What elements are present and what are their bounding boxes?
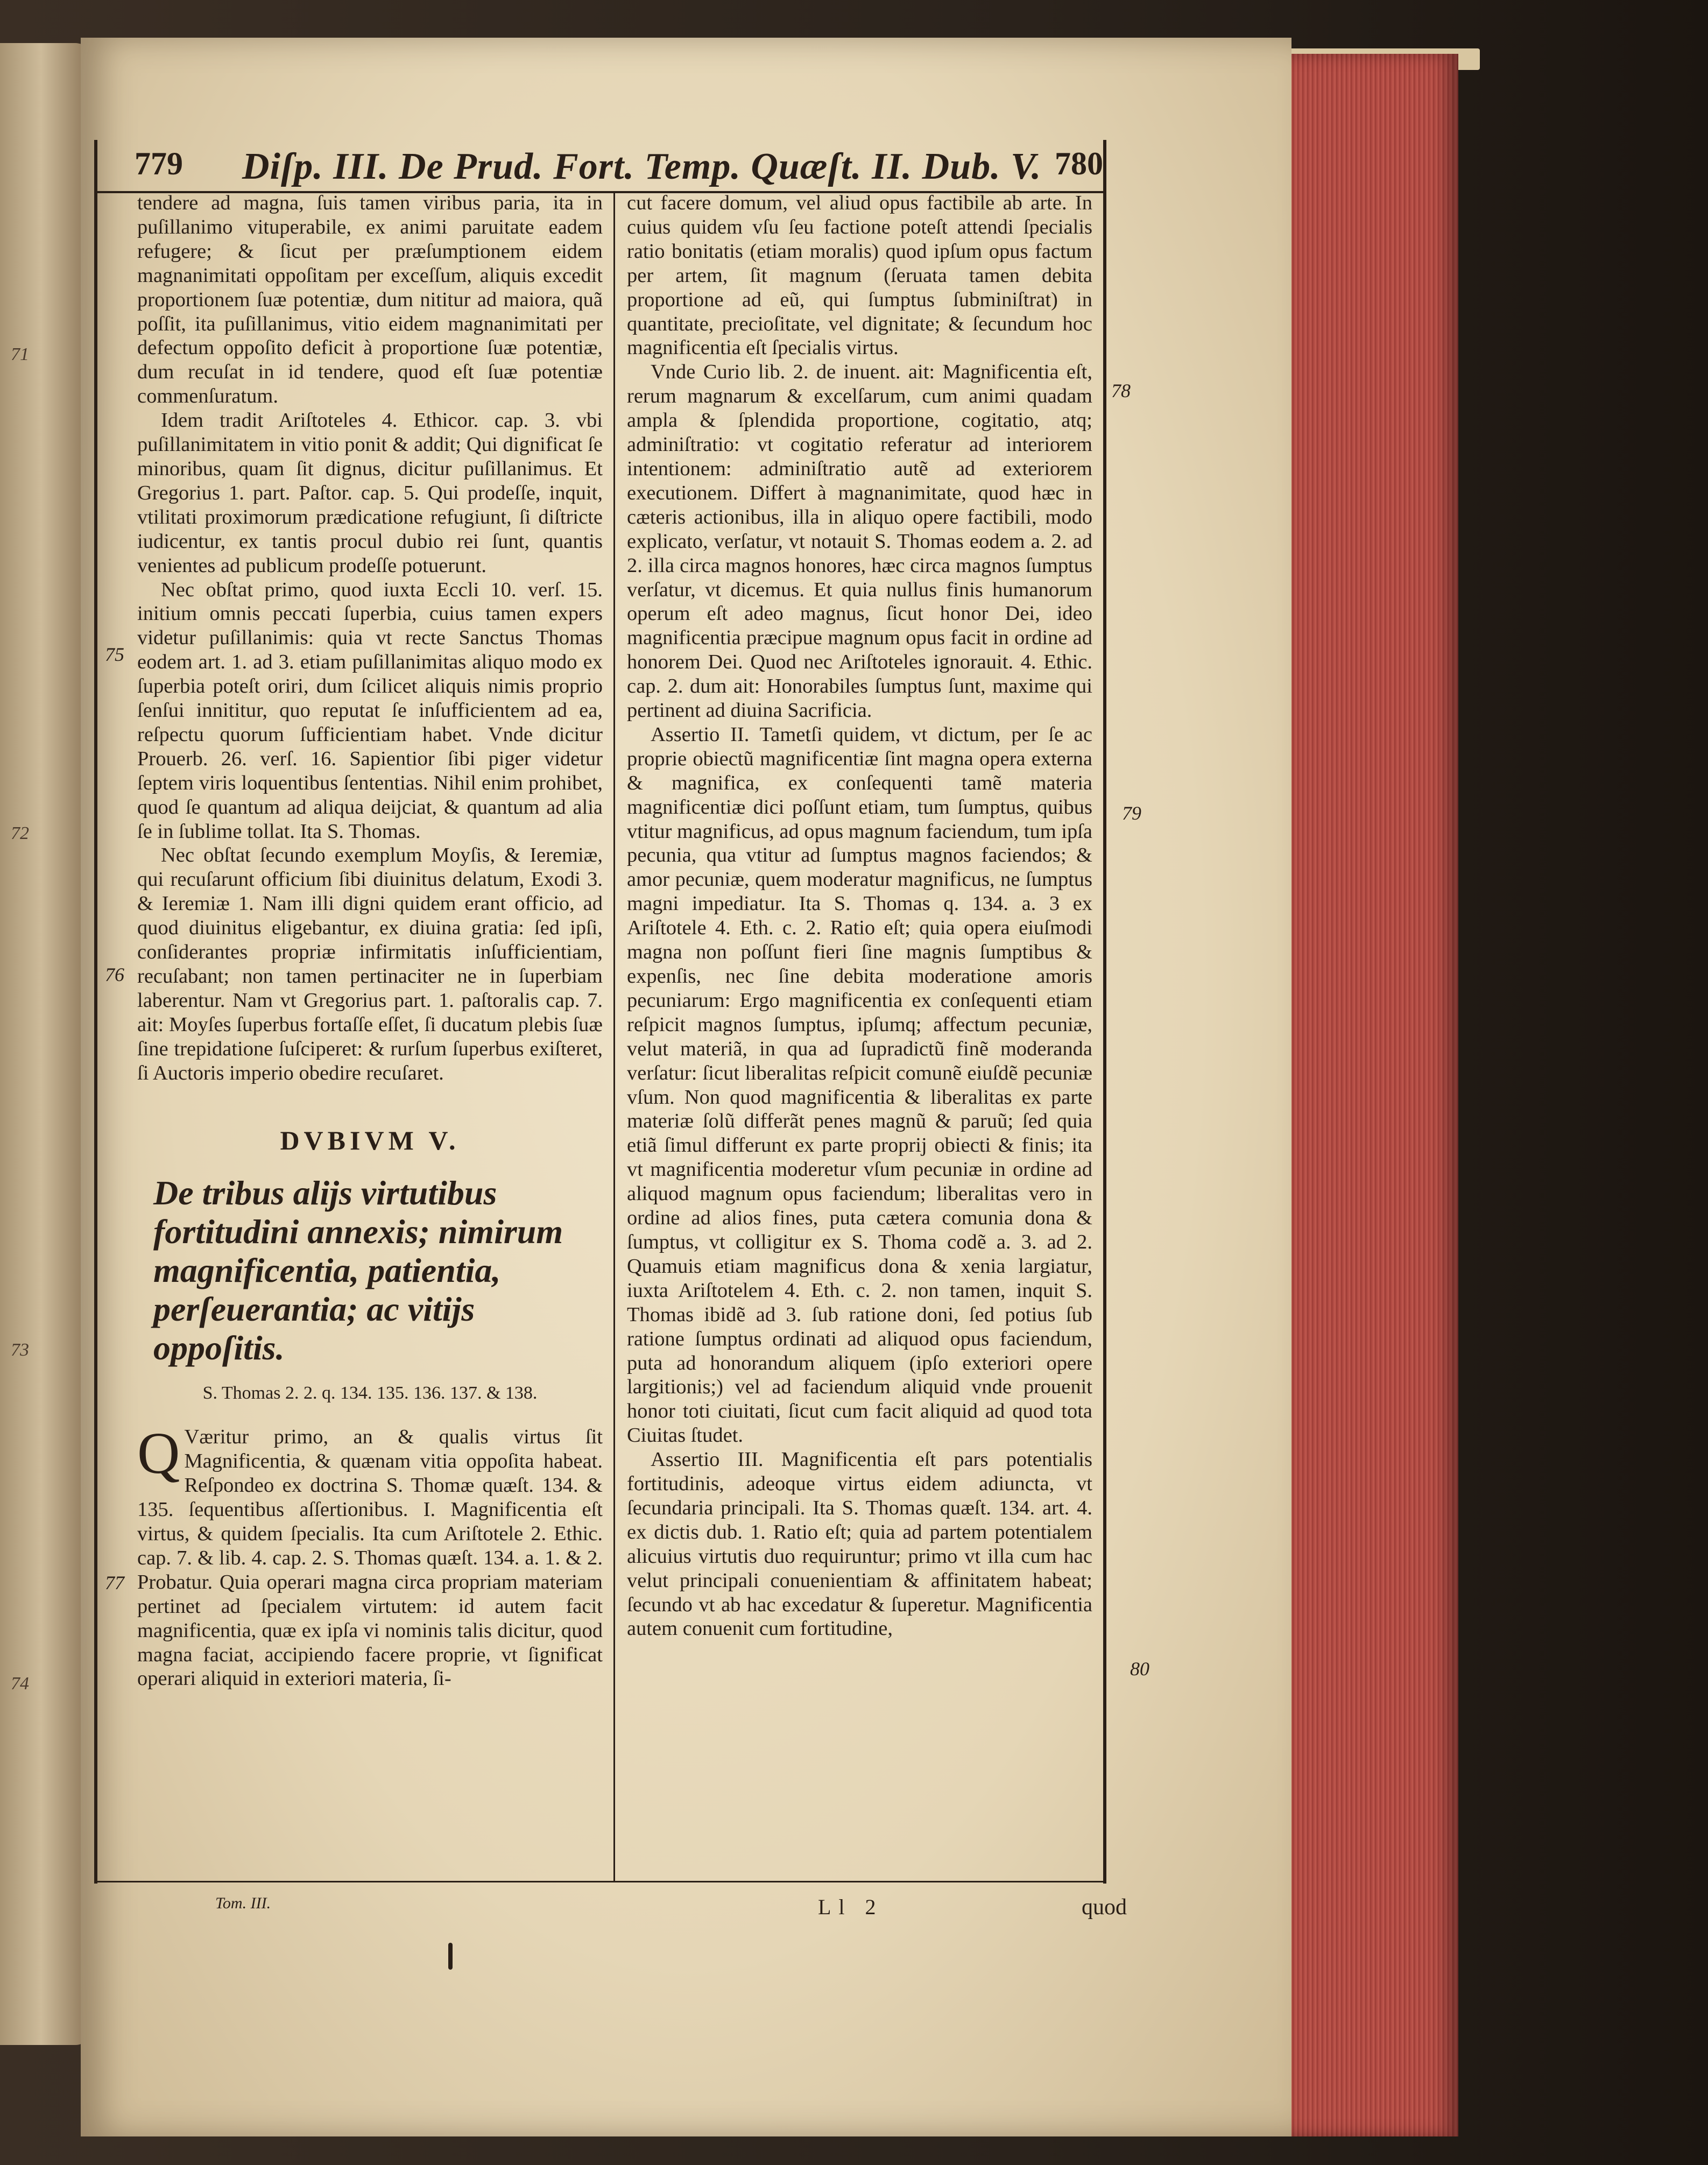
paragraph [137,1420,603,1691]
section-reference: S. Thomas 2. 2. q. 134. 135. 136. 137. & 138. [202,1383,538,1404]
section-subtitle: De tribus alijs virtutibus fortitudini annexis; nimirum magnificentia, patientia, perſeuerantia; ac vitijs oppoſitis. [153,1174,563,1367]
left-page-margin-number: 71 [11,344,29,364]
margin-number: 76 [105,964,124,985]
paragraph: Assertio II. Tametſi quidem, vt dictum, per ſe ac proprie obiectũ magnificentiæ ſint magna opera externa & magnifica, ex conſequenti tamẽ materia magnificentiæ dici poſſunt etiam, tum ſumptus, quibus vtitur magnificus, ad opus magnum faciendum, tum ipſa pecunia, qua vtitur ad ſumptus magnos faciendos; & amor pecuniæ, quem moderatur magnificus, ne ſumptus magni impediatur. Ita S. Thomas q. 134. a. 3 ex Ariſtotele 4. Eth. c. 2. Ratio eſt; quia opera eiuſmodi magna non poſſunt fieri ſine magnis ſumptibus & expenſis, nec ſine debita moderatione amoris pecuniarum: Ergo magnificentia ex conſequenti etiam reſpicit magnos ſumptus, ipſumq; affectum pecuniæ, velut materiã, in qua ad ſupradictũ finẽ moderanda verſatur: ſicut liberalitas reſpicit comunẽ eiuſdẽ pecuniæ vſum. Non quod magnificentia & liberalitas ex parte materiæ ſolũ differãt penes magnũ & paruũ; ſed quia etiã ſimul differunt ex parte proprij obiecti & finis; ita vt magnificentia moderetur vſum pecuniæ in ordine ad aliquod magnum opus faciendum; liberalitas vero in ordine ad alios fines, puta cætera comunia dona & ſumptus, vt colligitur ex S. Thoma codẽ a. 3. ad 2. Quamuis etiam magnificus dona & xenia largiatur, iuxta Ariſtotelem 4. Eth. c. 2. non tamen, inquit S. Thomas ibidẽ ad 3. ſub ratione doni, ſed potius ſub ratione ſumptus ordinati ad aliquod opus faciendum, puta ad honorandum aliquem (ipſo exteriori opere largitionis;) vel ad faciendum aliquid vnde prouenit honor toti ciuitati, ſicut cum facit aliquid ad quod tota Ciuitas ſtudet. [627,723,1092,1447]
frame-rule-bottom [94,1881,1106,1882]
margin-number: 75 [105,644,124,665]
margin-number: 79 [1122,802,1141,824]
page-number-left: 779 [135,146,183,181]
left-page-edge [0,43,91,2045]
left-page-margin-number: 74 [11,1674,29,1694]
footer-volume: Tom. III. [215,1894,271,1912]
running-title: Diſp. III. De Prud. Fort. Temp. Quæſt. II. Dub. V. [242,146,1042,187]
running-header [135,145,1103,188]
paragraph: Idem tradit Ariſtoteles 4. Ethicor. cap. 3. vbi puſillanimitatem in vitio ponit & addit; Qui dignificat ſe minoribus, quam ſit dignus, dicitur puſillanimus. Et Gregorius 1. part. Paſtor. cap. 5. Qui prodeſſe, inquit, vtilitati proximorum prædicatione refugiunt, ſi diſtricte iudicentur, ex tantis procul dubio rei ſunt, quantis venientes ad publicum prodeſſe potuerunt. [137,409,603,577]
paragraph: tendere ad magna, ſuis tamen viribus paria, ita in puſillanimo vituperabile, ex animi paruitate eadem refugere; & ſicut per præſumptionem eidem magnanimitati oppoſitam per exceſſum, aliquis excedit proportionem ſuæ potentiæ, dum nititur ad maiora, quã poſſit, ita puſillanimus, vitio eidem magnanimitati per defectum oppoſito deficit à proportione ſuæ potentiæ, dum recuſat in id tendere, quod eſt ſuæ potentiæ commenſuratum. [137,192,603,408]
paragraph: Assertio III. Magnificentia eſt pars potentialis fortitudinis, adeoque virtus eidem adiuncta, vt ſecundaria principali. Ita S. Thomas quæſt. 134. art. 4. ex dictis dub. 1. Ratio eſt; quia ad partem potentialem alicuius virtutis duo requiruntur; primo vt illa cum hac velut principali conuenientiam & affinitatem habeat; ſecundo vt ab hac excedatur & ſuperetur. Magnificentia autem conuenit cum fortitudine, [627,1448,1092,1640]
page-number-right: 780 [1055,146,1103,181]
ink-speck [448,1943,453,1970]
footer-signature: Ll 2 [818,1895,884,1919]
column-divider [613,191,615,1881]
left-column [137,191,603,1870]
section-heading: DVBIVM V. [280,1125,460,1155]
book-fore-edge-red [1275,54,1458,2136]
frame-rule-right [1103,140,1106,1884]
left-page-margin-number: 72 [11,823,29,843]
left-page-margin-number: 73 [11,1340,29,1360]
right-column [627,191,1092,1870]
margin-number: 78 [1111,380,1131,401]
paragraph: Vnde Curio lib. 2. de inuent. ait: Magnificentia eſt, rerum magnarum & excelſarum, cum animi quadam ampla & ſplendida proportione, cogitatio, atq; adminiſtratio: vt cogitatio referatur ad interiorem intentionem: adminiſtratio autẽ ad exteriorem executionem. Differt à magnanimitate, quod hæc in cæteris actionibus, illa in aliquo opere factibili, modo explicato, verſatur, vt notauit S. Thomas eodem a. 2. ad 2. illa circa magnos honores, hæc circa magnos ſumptus verſatur, vt dicemus. Et quia nullus finis humanorum operum eſt adeo magnus, ſicut honor Dei, ideo magnificentia præcipue magnum opus facit in ordine ad honorem Dei. Quod nec Ariſtoteles ignorauit. 4. Ethic. cap. 2. dum ait: Honorabiles ſumptus ſunt, maxime qui pertinent ad diuina Sacrificia. [627,361,1092,722]
footer-catchword: quod [1082,1895,1127,1920]
paragraph: Nec obſtat ſecundo exemplum Moyſis, & Ieremiæ, qui recuſarunt officium ſibi diuinitus delatum, Exodi 3. & Ieremiæ 1. Nam illi digni quidem erant officio, ad quod diuinitus eligebantur, ex diuina gratia: ſed ipſi, conſiderantes propriæ infirmitatis inſufficientiam, recuſabant; non tamen pertinaciter ne in ſuperbiam laberentur. Nam vt Gregorius part. 1. paſtoralis cap. 7. ait: Moyſes ſuperbus fortaſſe eſſet, ſi ducatum plebis ſuæ ſine trepidatione ſuſciperet: & rurſum ſuperbus exiſteret, ſi Auctoris imperio obedire recuſaret. [137,844,603,1084]
paragraph: cut facere domum, vel aliud opus factibile ab arte. In cuius quidem vſu ſeu factione poteſt attendi ſpecialis ratio bonitatis (etiam moralis) quod ipſum opus factum per artem, ſit magnum (ſeruata tamen debita proportione ad eũ, qui ſumptus ſubminiſtrat) in quantitate, precioſitate, vel dignitate; & ſecundum hoc magnificentia eſt ſpecialis virtus. [627,192,1092,359]
drop-cap: Q [137,1420,180,1486]
margin-number: 77 [105,1572,124,1593]
frame-rule-left [94,140,97,1884]
paragraph-text: Væritur primo, an & qualis virtus ſit Magnificentia, & quænam vitia oppoſita habeat. Reſpondeo ex doctrina S. Thomæ quæſt. 134. & 135. ſequentibus aſſertionibus. I. Magnificentia eſt virtus, & quidem ſpecialis. Ita cum Ariſtotele 2. Ethic. cap. 7. & lib. 4. cap. 2. S. Thomas quæſt. 134. a. 1. & 2. Probatur. Quia operari magna circa propriam materiam pertinet ad ſpecialem virtutem: id autem facit magnificentia, quæ ex ipſa vi nominis talis dicitur, quod magna faciat, accipiendo facere proprie, vt ſignificat operari aliquid in exteriori materia, ſi- [137,1426,603,1690]
paragraph: Nec obſtat primo, quod iuxta Eccli 10. verſ. 15. initium omnis peccati ſuperbia, cuius tamen expers videtur puſillanimis: quia vt recte Sanctus Thomas eodem art. 1. ad 3. etiam puſillanimitas aliquo modo ex ſuperbia poteſt oriri, dum ſcilicet aliquis nimis proprio ſenſui innititur, quo reputat ſe inſufficientem ad ea, reſpectu quorum ſufficientiam habet. Vnde dicitur Prouerb. 26. verſ. 16. Sapientior ſibi piger videtur ſeptem viris loquentibus ſententias. Nihil enim prohibet, quod ſe quantum ad aliqua deijciat, & quantum ad alia ſe in ſublime tollat. Ita S. Thomas. [137,578,603,843]
margin-number: 80 [1130,1658,1149,1680]
